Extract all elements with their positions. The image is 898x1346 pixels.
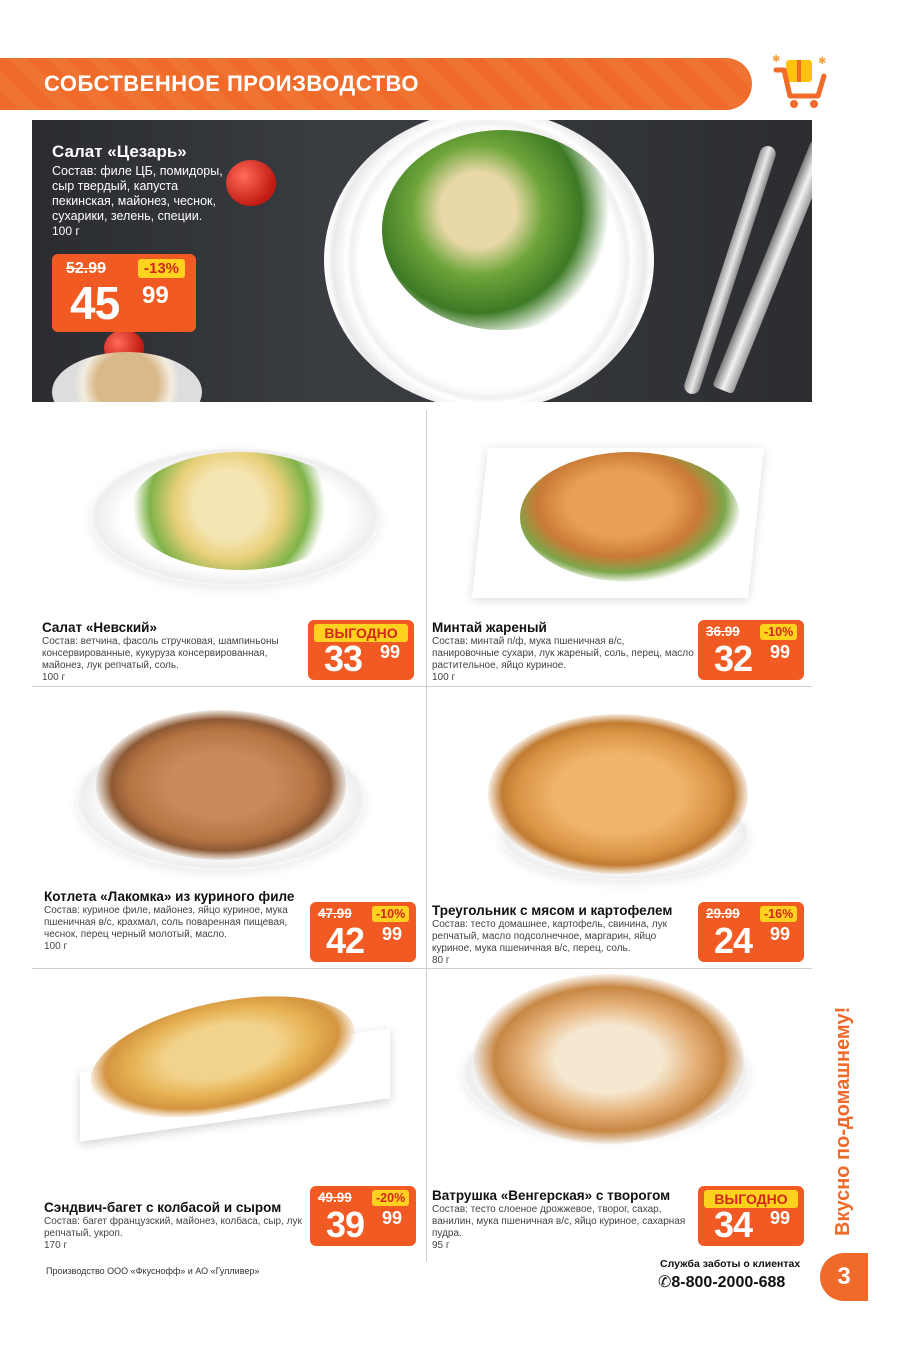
old-price: 52.99 — [66, 260, 107, 277]
vatrushka-image — [474, 974, 744, 1144]
product-card — [42, 620, 304, 684]
croutons-bowl-image — [52, 352, 202, 402]
price-integer: 34 — [714, 1204, 753, 1245]
product-card — [44, 1200, 308, 1252]
product-composition: Состав: куриное филе, майонез, яйцо куриное, мука пшеничная в/с, крахмал, соль поваренная пищевая, чеснок, перец черный молотый, масло. — [44, 905, 288, 940]
product-weight: 80 г — [432, 955, 450, 966]
price-integer: 42 — [326, 920, 365, 961]
old-price: 47.99 — [318, 906, 352, 921]
product-name: Салат «Невский» — [42, 620, 157, 635]
product-name: Треугольник с мясом и картофелем — [432, 903, 673, 918]
price-fraction: 99 — [382, 924, 403, 944]
price-fraction: 99 — [382, 1208, 403, 1228]
grid-divider-horizontal — [32, 968, 812, 969]
old-price: 49.99 — [318, 1190, 352, 1205]
section-banner — [0, 58, 752, 110]
product-name: Котлета «Лакомка» из куриного филе — [44, 889, 295, 904]
product-composition: Состав: тесто домашнее, картофель, свинина, лук репчатый, масло подсолнечное, маргарин, яйцо куриное, мука пшеничная в/с, перец, соль. — [432, 919, 668, 954]
product-card — [432, 903, 694, 967]
hero-composition: Состав: филе ЦБ, помидоры, сыр твердый, капуста пекинская, майонез, чеснок, сухарики, зелень, специи. — [52, 164, 223, 223]
grid-divider-horizontal — [32, 686, 812, 687]
product-composition: Состав: минтай п/ф, мука пшеничная в/с, панировочные сухари, лук жареный, соль, перец, масло растительное, яйцо куриное. — [432, 636, 694, 671]
price-integer: 24 — [714, 920, 753, 961]
side-slogan: Вкусно по-домашнему! — [832, 1006, 854, 1236]
product-name: Ватрушка «Венгерская» с творогом — [432, 1188, 671, 1203]
discount-badge: -20% — [372, 1190, 409, 1206]
page-number: 3 — [820, 1253, 868, 1301]
product-name: Минтай жареный — [432, 620, 547, 635]
price-integer: 45 — [70, 277, 120, 329]
producer-note: Производство ООО «Фкуснофф» и АО «Гулливер» — [46, 1266, 260, 1276]
product-composition: Состав: багет французский, майонез, колбаса, сыр, лук репчатый, укроп. — [44, 1216, 302, 1239]
svg-text:✱: ✱ — [818, 56, 827, 67]
old-price: 36.99 — [706, 624, 740, 639]
price-tag — [310, 902, 416, 962]
hero-product-name: Салат «Цезарь» — [52, 142, 187, 161]
product-composition: Состав: ветчина, фасоль стручковая, шампиньоны консервированные, кукуруза консервированная, майонез, лук репчатый, соль. — [42, 636, 279, 671]
product-weight: 170 г — [44, 1240, 68, 1251]
price-tag — [698, 1186, 804, 1246]
product-name: Сэндвич-багет с колбасой и сыром — [44, 1200, 282, 1215]
price-fraction: 99 — [142, 282, 169, 309]
price-fraction: 99 — [770, 642, 791, 662]
price-tag — [308, 620, 414, 680]
profit-badge: ВЫГОДНО — [314, 624, 408, 642]
gift-cart-icon — [770, 52, 830, 112]
grid-divider-vertical — [426, 410, 427, 1262]
hero-banner — [32, 120, 812, 402]
customer-care-title: Служба заботы о клиентах — [660, 1258, 801, 1270]
discount-badge: -10% — [760, 624, 797, 640]
price-integer: 32 — [714, 638, 753, 679]
nevsky-salad-image — [130, 452, 350, 570]
product-card — [432, 620, 694, 684]
product-weight: 100 г — [44, 941, 68, 952]
hero-description — [52, 142, 242, 238]
price-integer: 39 — [326, 1204, 365, 1245]
section-title: СОБСТВЕННОЕ ПРОИЗВОДСТВО — [44, 71, 419, 96]
product-composition: Состав: тесто слоеное дрожжевое, творог, сахар, ванилин, мука пшеничная в/с, яйцо куриное, сахарная пудра. — [432, 1204, 686, 1239]
product-card — [44, 889, 310, 953]
old-price: 29.99 — [706, 906, 740, 921]
profit-badge: ВЫГОДНО — [704, 1190, 798, 1208]
product-weight: 95 г — [432, 1240, 450, 1251]
caesar-salad-image — [382, 130, 622, 330]
price-fraction: 99 — [770, 924, 791, 944]
product-card — [432, 1188, 694, 1252]
meat-triangles-image — [488, 714, 748, 874]
price-integer: 33 — [324, 638, 363, 679]
price-tag — [698, 902, 804, 962]
chicken-cutlets-image — [96, 710, 346, 860]
discount-badge: -16% — [760, 906, 797, 922]
product-weight: 100 г — [432, 672, 456, 683]
product-weight: 100 г — [42, 672, 66, 683]
fried-pollock-image — [520, 452, 740, 582]
svg-text:✱: ✱ — [772, 54, 781, 65]
hero-price-tag — [52, 254, 196, 332]
price-tag — [310, 1186, 416, 1246]
discount-badge: -10% — [372, 906, 409, 922]
price-fraction: 99 — [770, 1208, 791, 1228]
price-tag — [698, 620, 804, 680]
customer-care-phone[interactable] — [658, 1272, 785, 1292]
price-fraction: 99 — [380, 642, 401, 662]
discount-badge: -13% — [138, 259, 185, 278]
hero-weight: 100 г — [52, 224, 80, 238]
phone-icon: ✆ — [658, 1274, 672, 1291]
phone-number: 8-800-2000-688 — [671, 1274, 786, 1291]
